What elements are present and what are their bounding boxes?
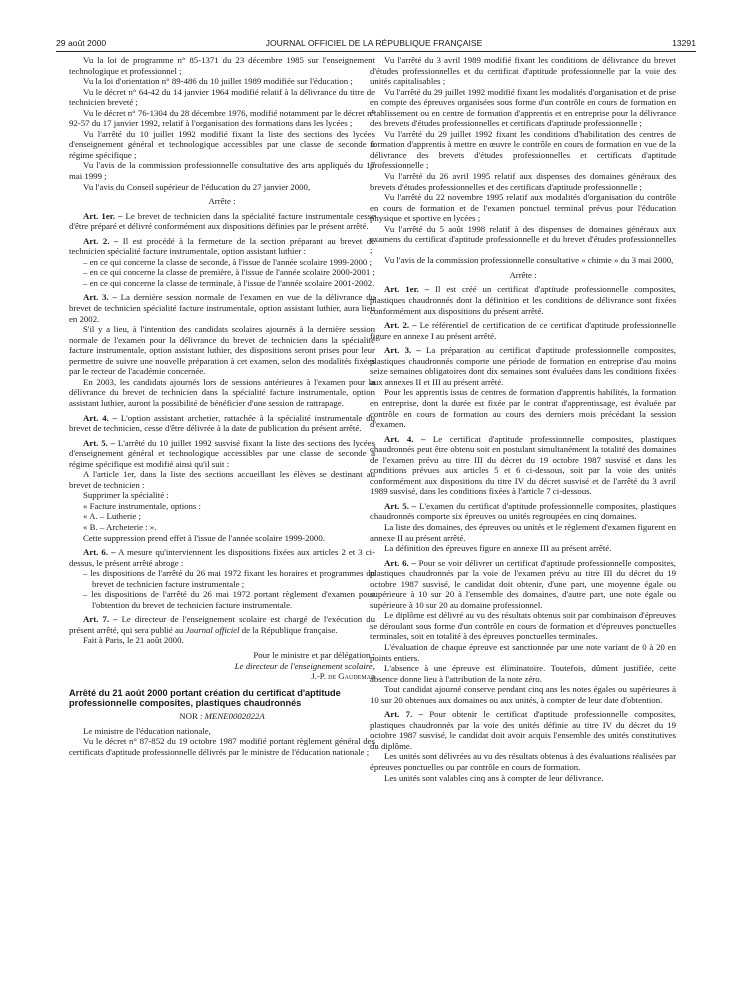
list-item: – les dispositions de l'arrêté du 26 mai 1972 fixant les horaires et programmes du brevet de technicien facture instrumentale ; — [83, 568, 375, 589]
nor-code: MENE0002022A — [204, 711, 265, 722]
paragraph: La définition des épreuves figure en annexe III au présent arrêté. — [384, 543, 612, 554]
nor-reference — [69, 711, 375, 722]
article-1 — [370, 284, 676, 316]
article-label: Art. 3. – — [384, 345, 421, 356]
visa: Vu l'arrêté du 3 avril 1989 modifié fixant les conditions de délivrance du brevet d'études professionnelles et du certificat d'aptitude professionnelle par la voie des unités capitalisables ; — [370, 55, 676, 87]
quote-line: « B. – Archeterie : ». — [83, 521, 157, 532]
header-rule — [56, 51, 696, 52]
article-text: La préparation au certificat d'aptitude professionnelle composites, plastiques chaudronnés comporte une période de formation en entreprise d'au moins seize semaines obligatoires dont dix semaines sont évaluées dans les conditions fixées aux annexes II et III au présent arrêté. — [370, 345, 677, 387]
article-label: Art. 3. – — [83, 292, 117, 303]
article-7 — [69, 614, 375, 635]
visa: Vu l'arrêté du 26 avril 1995 relatif aux dispenses des domaines généraux des brevets d'études professionnelles et des certificats d'aptitude professionnelle ; — [370, 171, 676, 192]
article-text: L'examen du certificat d'aptitude professionnelle composites, plastiques chaudronnés comporte six épreuves ou unités regroupées en cinq domaines. — [370, 500, 677, 522]
signature-role: Le directeur de l'enseignement scolaire, — [234, 660, 375, 671]
article-label: Art. 6. – — [83, 547, 116, 558]
visa: Vu l'avis du Conseil supérieur de l'éducation du 27 janvier 2000, — [83, 181, 311, 192]
visa: Vu le décret n° 64-42 du 14 janvier 1964 modifié relatif à la délivrance du titre de technicien breveté ; — [69, 86, 375, 108]
article-5 — [69, 438, 375, 470]
left-column — [69, 55, 375, 757]
decree-title: Arrêté du 21 août 2000 portant création du certificat d'aptitude professionnelle composites, plastiques chaudronnés — [69, 687, 341, 708]
article-6 — [370, 558, 676, 611]
visa: Vu le décret n° 87-852 du 19 octobre 1987 modifié portant règlement général des certificats d'aptitude professionnelle délivrés par le ministre de l'éducation nationale ; — [69, 736, 375, 757]
article-label: Art. 1er. – — [384, 284, 430, 295]
done-at: Fait à Paris, le 21 août 2000. — [83, 635, 184, 646]
visa: Vu l'avis de la commission professionnelle consultative « chimie » du 3 mai 2000, — [384, 255, 674, 266]
arrete-heading: Arrête : — [208, 196, 236, 207]
paragraph: Pour les apprentis issus de centres de formation d'apprentis habilités, la formation en entreprise, dont la durée est fixée par le contrat d'apprentissage, est évaluée par contrôle en cours de formation au cours des derniers mois précédant la session d'examen. — [370, 387, 676, 430]
article-text: L'arrêté du 10 juillet 1992 susvisé fixant la liste des sections des lycées d'enseignement général et technologique accessibles par une classe de seconde à régime spécifique est modifié ainsi qu'il suit : — [69, 437, 376, 469]
list-item: – les dispositions de l'arrêté du 26 mai 1972 portant règlement d'examen pour l'obtention du brevet de technicien facture instrumentale. — [83, 589, 375, 610]
list-item: – en ce qui concerne la classe de première, à l'issue de l'année scolaire 2000-2001 ; — [83, 267, 375, 278]
article-1 — [69, 211, 375, 232]
journal-title: JOURNAL OFFICIEL DE LA RÉPUBLIQUE FRANÇAISE — [265, 38, 483, 48]
article-label: Art. 4. – — [384, 433, 426, 444]
paragraph: Les unités sont valables cinq ans à compter de leur délivrance. — [384, 772, 604, 783]
article-3 — [69, 292, 375, 324]
article-text: Le certificat d'aptitude professionnelle composites, plastiques chaudronnés peut être obtenu soit en postulant simultanément la totalité des domaines de l'examen prévu au titre III du décret du 19 octobre 1987 susvisé et dans les conditions prévues aux articles 5 et 6 ci-dessous, soit par la voie des unités conformément aux dispositions du titre IV du décret susvisé et de l'arrêté du 3 avril 1989 susvisé, dans les conditions fixées à l'article 7 ci-dessous. — [370, 433, 677, 497]
article-label: Art. 6. – — [384, 557, 416, 568]
header-date: 29 août 2000 — [56, 38, 107, 48]
paragraph: Supprimer la spécialité : — [83, 490, 169, 501]
article-text: Le référentiel de certification de ce certificat d'aptitude professionnelle figure en annexe I au présent arrêté. — [370, 320, 677, 341]
article-label: Art. 2. – — [384, 320, 417, 331]
article-2 — [69, 236, 375, 257]
quote-line: « A. – Lutherie ; — [83, 511, 141, 522]
article-text: A mesure qu'interviennent les dispositions fixées aux articles 2 et 3 ci-dessus, le présent arrêté abroge : — [69, 547, 376, 568]
visa: Vu l'arrêté du 10 juillet 1992 modifié fixant la liste des sections des lycées d'enseignement général et technologique accessibles par une classe de seconde à régime spécifique ; — [69, 128, 375, 160]
visa: Vu le décret n° 76-1304 du 28 décembre 1976, modifié notamment par le décret n° 92-57 du 17 janvier 1992, relatif à l'organisation des formations dans les lycées ; — [69, 107, 375, 129]
minister: Le ministre de l'éducation nationale, — [83, 725, 211, 736]
article-6 — [69, 547, 375, 568]
paragraph: Cette suppression prend effet à l'issue de l'année scolaire 1999-2000. — [83, 532, 325, 543]
article-label: Art. 2. – — [83, 235, 119, 246]
visa: Vu l'avis de la commission professionnelle consultative des arts appliqués du 17 mai 1999 ; — [69, 160, 375, 182]
journal-officiel-ref: Journal officiel — [185, 624, 240, 635]
article-3 — [370, 345, 676, 387]
paragraph: Les unités sont délivrées au vu des résultats obtenus à des évaluations réalisées par épreuves ponctuelles ou par contrôle en cours de formation. — [370, 751, 676, 772]
list-item: – en ce qui concerne la classe de terminale, à l'issue de l'année scolaire 2001-2002. — [83, 277, 375, 288]
signature-intro: Pour le ministre et par délégation : — [253, 649, 375, 660]
quote-line: « Facture instrumentale, options : — [83, 500, 202, 511]
article-text: Pour obtenir le certificat d'aptitude professionnelle composites, plastiques chaudronnés par la voie des unités définie au titre IV du décret du 19 octobre 1987 susvisé, le candidat doit avoir acquis l'ensemble des unités constitutives du diplôme. — [370, 709, 676, 751]
paragraph: S'il y a lieu, à l'intention des candidats scolaires ajournés à la dernière session normale de l'examen pour la délivrance du brevet de technicien dans la spécialité facture instrumentale, option assistant luthier, des dispositions seront prises pour leur permettre de suivre une nouvelle préparation à cet examen, selon des modalités fixées par le recteur de l'académie concernée. — [69, 324, 375, 377]
visa: Vu l'arrêté du 29 juillet 1992 modifié fixant les modalités d'organisation et de prise en compte des épreuves organisées sous forme d'un contrôle en cours de formation en établissement ou en centre de formation d'apprentis et en entreprise pour la délivrance des brevets d'études professionnelles et certificats d'aptitude professionnelle ; — [370, 86, 676, 129]
article-text: La dernière session normale de l'examen en vue de la délivrance du brevet de technicien spécialité facture instrumentale, option assistant luthier, aura lieu en 2002. — [69, 292, 376, 324]
article-text: Le brevet de technicien dans la spécialité facture instrumentale cesse d'être préparé et délivré conformément aux dispositions définies par le présent arrêté. — [69, 210, 375, 232]
paragraph: L'absence à une épreuve est éliminatoire. Toutefois, dûment justifiée, cette absence donne lieu à l'attribution de la note zéro. — [370, 663, 676, 684]
paragraph: En 2003, les candidats ajournés lors de sessions antérieures à l'examen pour la délivrance du brevet de technicien dans la spécialité facture instrumentale, option assistant luthier, auront la possibilité de bénéficier d'une session de rattrapage. — [69, 376, 375, 408]
page-number: 13291 — [672, 38, 696, 48]
article-4 — [69, 413, 375, 434]
article-label: Art. 7. – — [384, 709, 423, 720]
right-column — [370, 55, 676, 783]
nor-label: NOR : — [179, 711, 203, 722]
list-item: – en ce qui concerne la classe de seconde, à l'issue de l'année scolaire 1999-2000 ; — [83, 256, 372, 267]
article-4 — [370, 434, 676, 497]
visa: Vu l'arrêté du 29 juillet 1992 fixant les conditions d'habilitation des centres de formation d'apprentis à mettre en œuvre le contrôle en cours de formation en vue de la délivrance des brevets d'études professionnelles et certificats d'aptitude professionnelle ; — [370, 128, 676, 171]
article-text: L'option assistant archetier, rattachée à la spécialité instrumentale du brevet de technicien, cesse d'être délivrée à la date de publication du présent arrêté. — [69, 412, 376, 434]
article-label: Art. 5. – — [83, 437, 116, 448]
article-text: Il est procédé à la fermeture de la section préparant au brevet de technicien spécialité facture instrumentale, option assistant luthier : — [69, 235, 376, 257]
article-label: Art. 5. – — [384, 500, 417, 511]
visa: Vu l'arrêté du 22 novembre 1995 relatif aux modalités d'organisation du contrôle en cours de formation et de l'examen ponctuel terminal prévus pour l'éducation physique et sportive en lycées ; — [370, 192, 676, 224]
signature-surname: de Gaudemar — [328, 671, 375, 682]
article-text: Le directeur de l'enseignement scolaire est chargé de l'exécution du présent arrêté, qui sera publié au — [69, 614, 376, 635]
visa: Vu la loi d'orientation n° 89-486 du 10 juillet 1989 modifiée sur l'éducation ; — [83, 76, 353, 87]
paragraph: La liste des domaines, des épreuves ou unités et le règlement d'examen figurent en annexe II au présent arrêté. — [370, 521, 676, 543]
article-label: Art. 1er. – — [83, 210, 123, 221]
paragraph: Le diplôme est délivré au vu des résultats obtenus soit par combinaison d'épreuves se déroulant sous forme d'un contrôle en cours de formation et d'épreuves ponctuelles terminales, soit en totalité à des épreuves ponctuelles terminales. — [370, 610, 676, 642]
article-label: Art. 7. – — [83, 614, 118, 625]
article-text: Pour se voir délivrer un certificat d'aptitude professionnelle composites, plastiques chaudronnés par la voie de l'examen prévu au titre III du décret du 19 octobre 1987 susvisé, le candidat doit obtenir, d'une part, une moyenne égale ou supérieure à 10 sur 20 à l'ensemble des domaines, d'autre part, une note égale ou supérieure à 10 sur 20 au domaine professionnel. — [370, 557, 676, 610]
signature-name — [69, 671, 375, 682]
paragraph: Tout candidat ajourné conserve pendant cinq ans les notes égales ou supérieures à 10 sur 20 obtenues aux domaines ou aux unités, à compter de leur date d'obtention. — [370, 684, 676, 705]
article-2 — [370, 320, 676, 341]
visa: Vu l'arrêté du 5 août 1998 relatif à des dispenses de domaines généraux aux examens du certificat d'aptitude professionnelle et du brevet d'études professionnelles ; — [370, 223, 676, 255]
article-7 — [370, 709, 676, 751]
visa: Vu la loi de programme n° 85-1371 du 23 décembre 1985 sur l'enseignement technologique et professionnel ; — [69, 55, 375, 76]
article-5 — [370, 501, 676, 522]
paragraph: L'évaluation de chaque épreuve est sanctionnée par une note variant de 0 à 20 en points entiers. — [370, 641, 676, 663]
arrete-heading: Arrête : — [509, 269, 537, 280]
article-text: de la République française. — [241, 624, 338, 635]
paragraph: A l'article 1er, dans la liste des sections accueillant les élèves se destinant au brevet de technicien : — [69, 469, 375, 490]
article-text: Il est créé un certificat d'aptitude professionnelle composites, plastiques chaudronnés dont la définition et les conditions de délivrance sont fixées conformément aux dispositions du présent arrêté. — [370, 284, 677, 316]
article-label: Art. 4. – — [83, 412, 117, 423]
signature-initials: J.-P. — [311, 671, 326, 682]
